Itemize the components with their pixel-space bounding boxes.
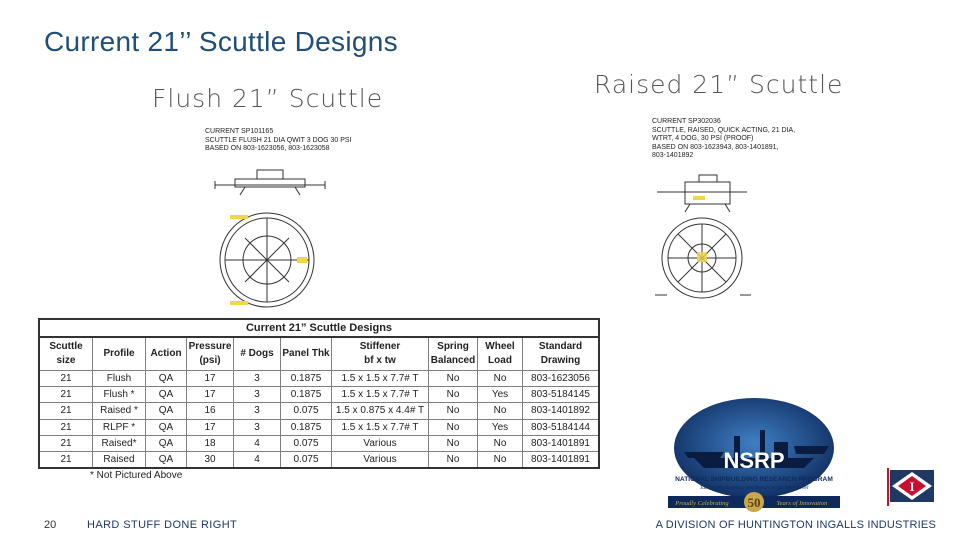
table-cell: 803-1401891: [523, 451, 600, 468]
table-body: [39, 371, 599, 469]
table-cell: 16: [187, 403, 234, 419]
table-cell: 21: [39, 451, 93, 468]
table-row: [39, 419, 599, 435]
table-cell: 0.1875: [281, 387, 332, 403]
nsrp-acronym: NSRP: [723, 448, 785, 473]
table-cell: No: [429, 435, 478, 451]
flush-spec-line: BASED ON 803-1623056, 803-1623058: [205, 145, 330, 152]
flush-spec-block: [205, 128, 352, 154]
table-cell: No: [429, 451, 478, 468]
raised-spec-block: [652, 118, 795, 161]
table-caption: Current 21” Scuttle Designs: [38, 318, 600, 336]
table-cell: QA: [146, 371, 187, 387]
table-cell: 3: [234, 371, 281, 387]
table-cell: 803-1623056: [523, 371, 600, 387]
table-cell: 21: [39, 419, 93, 435]
table-cell: QA: [146, 387, 187, 403]
table-cell: QA: [146, 451, 187, 468]
table-cell: RLPF *: [93, 419, 146, 435]
table-cell: No: [429, 387, 478, 403]
table-cell: 18: [187, 435, 234, 451]
table-cell: 1.5 x 1.5 x 7.7# T: [332, 387, 429, 403]
column-header: Pressure (psi): [187, 337, 234, 371]
table-cell: 1.5 x 1.5 x 7.7# T: [332, 371, 429, 387]
column-header: Stiffener bf x tw: [332, 337, 429, 371]
table-cell: No: [478, 371, 523, 387]
footer-division: A DIVISION OF HUNTINGTON INGALLS INDUSTRIES: [655, 519, 936, 531]
nsrp-name: NATIONAL SHIPBUILDING RESEARCH PROGRAM: [675, 476, 833, 483]
table-row: [39, 371, 599, 387]
table-header-row: [39, 337, 599, 371]
table-cell: QA: [146, 435, 187, 451]
table-cell: 803-5184144: [523, 419, 600, 435]
table-cell: Flush *: [93, 387, 146, 403]
table-cell: No: [429, 403, 478, 419]
raised-spec-line: CURRENT SP302036: [652, 118, 721, 125]
ingalls-flag-logo: [886, 466, 936, 506]
table-row: [39, 451, 599, 468]
nsrp-logo: [664, 396, 844, 518]
table-cell: 17: [187, 371, 234, 387]
column-header: Spring Balanced: [429, 337, 478, 371]
table-cell: 4: [234, 435, 281, 451]
table-cell: 3: [234, 403, 281, 419]
column-header: Wheel Load: [478, 337, 523, 371]
table-cell: 21: [39, 387, 93, 403]
raised-spec-line: WTRT, 4 DOG, 30 PSI (PROOF): [652, 135, 754, 142]
flush-spec-line: CURRENT SP101165: [205, 128, 274, 135]
table-cell: 3: [234, 419, 281, 435]
flush-scuttle-label: Flush 21” Scuttle: [152, 84, 384, 113]
table-cell: Various: [332, 435, 429, 451]
flush-scuttle-drawing: [205, 165, 330, 305]
raised-scuttle-label: Raised 21” Scuttle: [594, 70, 844, 99]
raised-scuttle-drawing: [655, 170, 755, 305]
table-cell: QA: [146, 419, 187, 435]
column-header: Scuttle size: [39, 337, 93, 371]
table-cell: Yes: [478, 387, 523, 403]
table-cell: 0.075: [281, 403, 332, 419]
raised-spec-line: SCUTTLE, RAISED, QUICK ACTING, 21 DIA,: [652, 126, 796, 134]
table-cell: 0.075: [281, 435, 332, 451]
table-cell: No: [478, 435, 523, 451]
table-cell: 1.5 x 1.5 x 7.7# T: [332, 419, 429, 435]
table-cell: Raised: [93, 451, 146, 468]
table-cell: 3: [234, 387, 281, 403]
column-header: Panel Thk: [281, 337, 332, 371]
table-cell: No: [478, 403, 523, 419]
table-row: [39, 387, 599, 403]
table-cell: 21: [39, 435, 93, 451]
table-cell: 30: [187, 451, 234, 468]
column-header: Profile: [93, 337, 146, 371]
column-header: Standard Drawing: [523, 337, 600, 371]
table-cell: Raised *: [93, 403, 146, 419]
table-cell: 4: [234, 451, 281, 468]
table-cell: 0.075: [281, 451, 332, 468]
table-cell: 21: [39, 403, 93, 419]
page-number: 20: [44, 519, 57, 531]
column-header: Action: [146, 337, 187, 371]
table-cell: Various: [332, 451, 429, 468]
table-footnote: * Not Pictured Above: [90, 470, 183, 481]
table-cell: Raised*: [93, 435, 146, 451]
table-cell: No: [429, 371, 478, 387]
table-row: [39, 435, 599, 451]
table-cell: 803-5184145: [523, 387, 600, 403]
table-cell: 803-1401892: [523, 403, 600, 419]
flush-spec-line: SCUTTLE FLUSH 21 DIA QWIT 3 DOG 30 PSI: [205, 136, 352, 144]
table-cell: 0.1875: [281, 371, 332, 387]
table-cell: QA: [146, 403, 187, 419]
table-cell: No: [478, 451, 523, 468]
scuttle-designs-table: [38, 318, 600, 469]
ingalls-letter: I: [909, 479, 915, 494]
raised-spec-line: BASED ON 803-1623943, 803-1401891,: [652, 143, 779, 151]
nsrp-anniversary-number: 50: [747, 495, 761, 510]
table-cell: Yes: [478, 419, 523, 435]
slide-title: Current 21’’ Scuttle Designs: [44, 26, 398, 57]
nsrp-anniversary-right: Years of Innovation: [776, 500, 828, 507]
table-cell: 21: [39, 371, 93, 387]
table-cell: 17: [187, 419, 234, 435]
table-cell: 803-1401891: [523, 435, 600, 451]
table-cell: 1.5 x 0.875 x 4.4# T: [332, 403, 429, 419]
raised-spec-line: 803-1401892: [652, 152, 694, 159]
table-cell: 0.1875: [281, 419, 332, 435]
footer-slogan: HARD STUFF DONE RIGHT: [87, 519, 238, 531]
table-cell: No: [429, 419, 478, 435]
table-cell: 17: [187, 387, 234, 403]
table-row: [39, 403, 599, 419]
column-header: # Dogs: [234, 337, 281, 371]
table-cell: Flush: [93, 371, 146, 387]
nsrp-tagline: Taking Shipbuilding and Repair to the Next Level: [699, 485, 809, 491]
nsrp-anniversary-left: Proudly Celebrating: [675, 500, 729, 507]
